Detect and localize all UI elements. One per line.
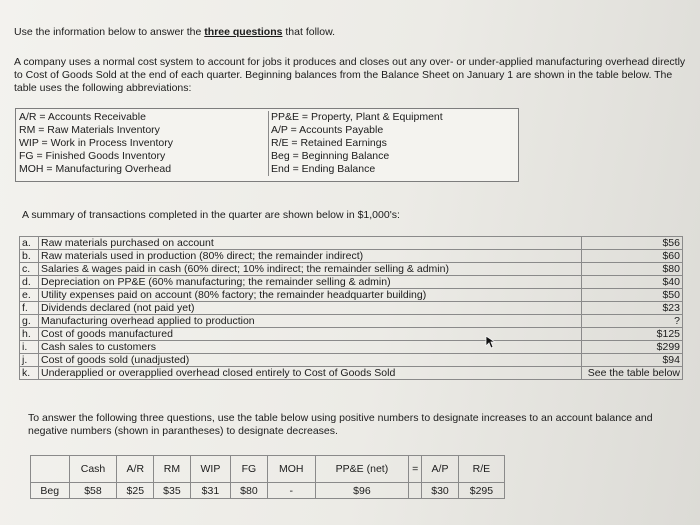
instructions-paragraph: To answer the following three questions, use the table below using positive numbers to designate increases to an account balance and negative numbers (shown in parantheses) to designate decreases.: [28, 412, 653, 437]
abbreviations-box: [15, 108, 519, 182]
abbreviation-item: R/E = Retained Earnings: [271, 137, 387, 149]
transaction-amount: $94: [582, 354, 683, 367]
transaction-letter: e.: [20, 289, 39, 302]
transaction-amount: $60: [582, 250, 683, 263]
abbreviations-left-column: [19, 111, 173, 176]
transaction-amount: $125: [582, 328, 683, 341]
transaction-amount: $299: [582, 341, 683, 354]
transaction-amount: $80: [582, 263, 683, 276]
value-re: $295: [458, 483, 504, 499]
abbreviation-item: RM = Raw Materials Inventory: [19, 124, 160, 136]
transaction-letter: f.: [20, 302, 39, 315]
header-cell-re: R/E: [458, 456, 504, 483]
header-cell-equals: =: [409, 456, 422, 483]
transaction-letter: d.: [20, 276, 39, 289]
transactions-table: [19, 236, 683, 380]
table-row: [20, 328, 683, 341]
transaction-description: Cost of goods sold (unadjusted): [39, 354, 582, 367]
header-cell-fg: FG: [231, 456, 268, 483]
transaction-amount: ?: [582, 315, 683, 328]
transaction-amount: $56: [582, 237, 683, 250]
table-row: [20, 341, 683, 354]
transaction-amount: $40: [582, 276, 683, 289]
header-cell-cash: Cash: [69, 456, 117, 483]
header-cell-ar: A/R: [117, 456, 154, 483]
value-moh: -: [267, 483, 315, 499]
transaction-description: Utility expenses paid on account (80% factory; the remainder headquarter building): [39, 289, 582, 302]
transaction-description: Raw materials used in production (80% direct; the remainder indirect): [39, 250, 582, 263]
value-rm: $35: [154, 483, 191, 499]
table-row: [20, 289, 683, 302]
transaction-letter: b.: [20, 250, 39, 263]
transaction-description: Salaries & wages paid in cash (60% direct; 10% indirect; the remainder selling & admin): [39, 263, 582, 276]
transaction-letter: c.: [20, 263, 39, 276]
abbreviation-item: PP&E = Property, Plant & Equipment: [271, 111, 443, 123]
transaction-amount: $23: [582, 302, 683, 315]
value-ppe: $96: [315, 483, 409, 499]
table-row: [20, 302, 683, 315]
intro-emphasis: three questions: [204, 26, 283, 38]
abbreviation-item: FG = Finished Goods Inventory: [19, 150, 166, 162]
transaction-description: Underapplied or overapplied overhead closed entirely to Cost of Goods Sold: [39, 367, 582, 380]
transaction-description: Manufacturing overhead applied to production: [39, 315, 582, 328]
value-ar: $25: [117, 483, 154, 499]
intro-prefix: Use the information below to answer the: [14, 26, 202, 38]
balances-table: [30, 455, 505, 499]
table-row: [20, 237, 683, 250]
value-gap: [409, 483, 422, 499]
transaction-amount: See the table below: [582, 367, 683, 380]
table-row: [20, 250, 683, 263]
abbreviation-item: Beg = Beginning Balance: [271, 150, 390, 162]
intro-line: [14, 26, 335, 39]
abbreviation-item: A/R = Accounts Receivable: [19, 111, 146, 123]
transaction-letter: a.: [20, 237, 39, 250]
table-header-row: [31, 456, 505, 483]
transaction-description: Dividends declared (not paid yet): [39, 302, 582, 315]
header-cell-wip: WIP: [190, 456, 230, 483]
value-fg: $80: [231, 483, 268, 499]
transaction-amount: $50: [582, 289, 683, 302]
row-label-beg: Beg: [31, 483, 70, 499]
table-row: [20, 315, 683, 328]
transaction-letter: j.: [20, 354, 39, 367]
abbreviations-right-column: [268, 111, 443, 176]
transaction-letter: g.: [20, 315, 39, 328]
header-cell-ppe: PP&E (net): [315, 456, 409, 483]
problem-description: A company uses a normal cost system to account for jobs it produces and closes out any over- or under-applied manufacturing overhead directly to Cost of Goods Sold at the end of each quarter. Beginning balances from the Balance Sheet on January 1 are shown in the table below. The table uses the following abbreviations:: [14, 56, 686, 94]
cursor-icon: [485, 335, 497, 349]
value-cash: $58: [69, 483, 117, 499]
table-row: [20, 263, 683, 276]
transaction-description: Cost of goods manufactured: [39, 328, 582, 341]
transaction-description: Depreciation on PP&E (60% manufacturing; the remainder selling & admin): [39, 276, 582, 289]
value-wip: $31: [190, 483, 230, 499]
abbreviation-item: WIP = Work in Process Inventory: [19, 137, 173, 149]
header-cell-blank: [31, 456, 70, 483]
transaction-letter: i.: [20, 341, 39, 354]
beginning-balance-row: [31, 483, 505, 499]
header-cell-moh: MOH: [267, 456, 315, 483]
transactions-intro: A summary of transactions completed in the quarter are shown below in $1,000's:: [22, 209, 400, 221]
abbreviation-item: MOH = Manufacturing Overhead: [19, 163, 172, 175]
transaction-description: Cash sales to customers: [39, 341, 582, 354]
intro-suffix: that follow.: [285, 26, 336, 38]
transaction-letter: h.: [20, 328, 39, 341]
table-row: [20, 367, 683, 380]
transaction-description: Raw materials purchased on account: [39, 237, 582, 250]
header-cell-ap: A/P: [422, 456, 459, 483]
header-cell-rm: RM: [154, 456, 191, 483]
abbreviation-item: End = Ending Balance: [271, 163, 376, 175]
table-row: [20, 276, 683, 289]
abbreviation-item: A/P = Accounts Payable: [271, 124, 384, 136]
transaction-letter: k.: [20, 367, 39, 380]
value-ap: $30: [422, 483, 459, 499]
table-row: [20, 354, 683, 367]
